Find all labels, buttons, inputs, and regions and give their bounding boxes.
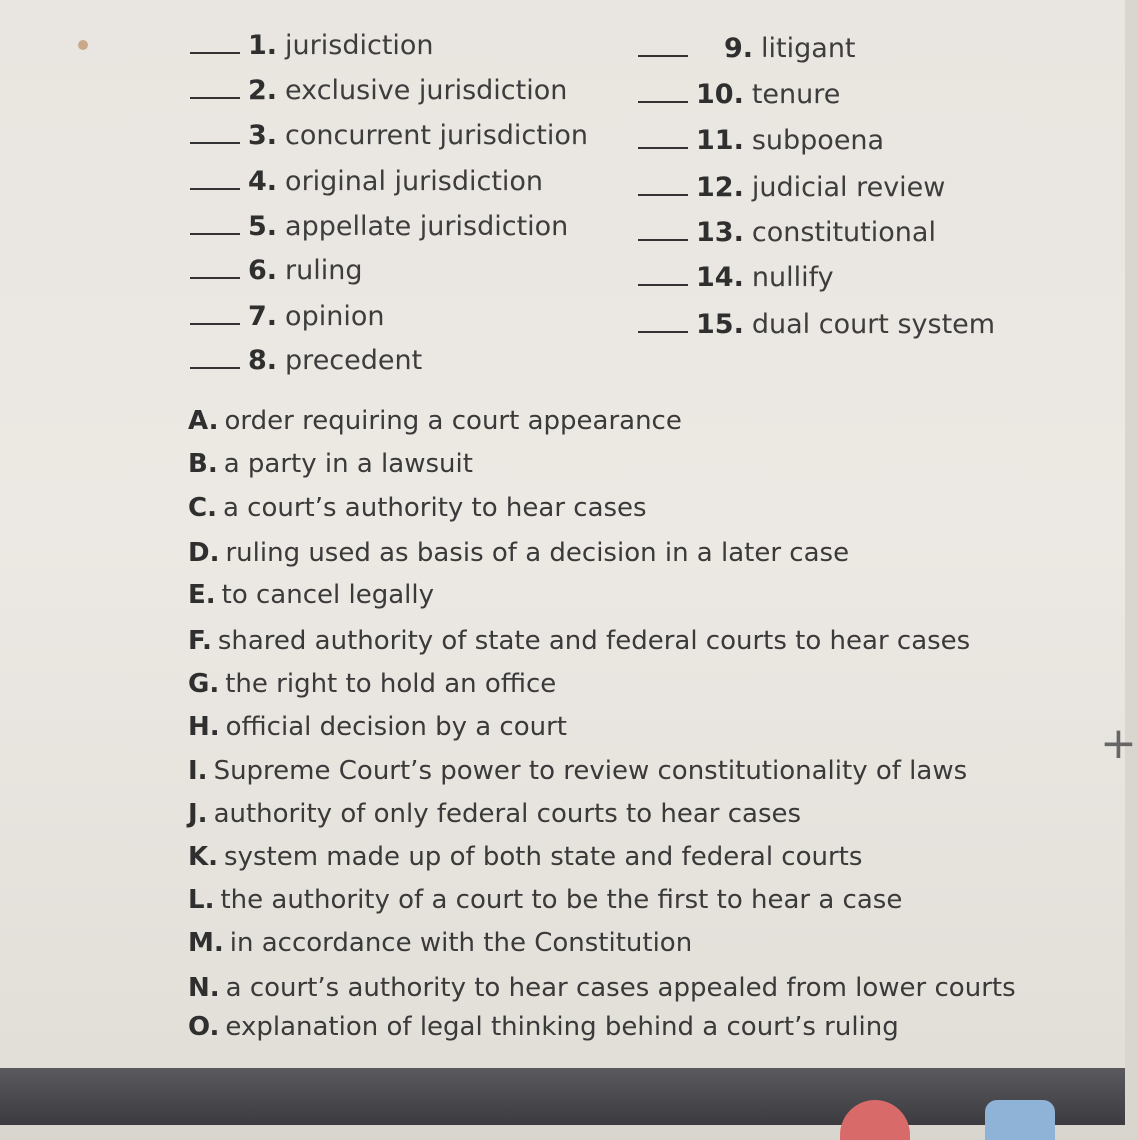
definition-h <box>188 712 567 742</box>
term-label: precedent <box>285 345 423 376</box>
definition-n <box>188 973 1016 1003</box>
answer-blank[interactable] <box>190 32 240 54</box>
definition-text: explanation of legal thinking behind a court’s ruling <box>225 1012 899 1042</box>
term-number: 13. <box>696 217 744 248</box>
term-number: 4. <box>248 166 278 197</box>
definition-f <box>188 626 970 656</box>
definition-letter: C. <box>188 493 217 523</box>
term-item-15 <box>638 309 995 340</box>
taskbar-blue-icon[interactable] <box>985 1100 1055 1140</box>
definition-k <box>188 842 862 872</box>
term-item-5 <box>190 211 568 242</box>
term-number: 14. <box>696 262 744 293</box>
definition-letter: D. <box>188 538 220 568</box>
definition-letter: M. <box>188 928 224 958</box>
term-number: 1. <box>248 30 278 61</box>
definition-text: Supreme Court’s power to review constitutionality of laws <box>213 756 968 786</box>
definition-i <box>188 756 967 786</box>
answer-blank[interactable] <box>190 77 240 99</box>
term-item-11 <box>638 125 884 156</box>
answer-blank[interactable] <box>638 264 688 286</box>
term-item-1 <box>190 30 434 61</box>
term-number: 12. <box>696 172 744 203</box>
monitor-bezel <box>0 1068 1125 1125</box>
term-item-4 <box>190 166 543 197</box>
term-label: exclusive jurisdiction <box>285 75 568 106</box>
term-number: 8. <box>248 345 278 376</box>
term-item-7 <box>190 301 384 332</box>
definition-text: a court’s authority to hear cases <box>222 493 647 523</box>
term-item-6 <box>190 255 363 286</box>
definition-m <box>188 928 692 958</box>
term-label: original jurisdiction <box>285 166 544 197</box>
definition-o <box>188 1012 899 1042</box>
answer-blank[interactable] <box>638 81 688 103</box>
term-item-2 <box>190 75 567 106</box>
definition-b <box>188 449 473 479</box>
term-label: litigant <box>761 33 856 64</box>
term-item-12 <box>638 172 945 203</box>
definition-letter: J. <box>188 799 208 829</box>
term-number: 3. <box>248 120 278 151</box>
definition-letter: O. <box>188 1012 220 1042</box>
term-item-10 <box>638 79 840 110</box>
term-label: dual court system <box>751 309 996 340</box>
term-label: concurrent jurisdiction <box>285 120 588 151</box>
term-label: ruling <box>285 255 363 286</box>
term-item-14 <box>638 262 834 293</box>
definition-letter: E. <box>188 580 216 610</box>
definition-letter: I. <box>188 756 208 786</box>
answer-blank[interactable] <box>190 122 240 144</box>
term-label: appellate jurisdiction <box>285 211 569 242</box>
answer-blank[interactable] <box>638 127 688 149</box>
definition-c <box>188 493 647 523</box>
answer-blank[interactable] <box>190 303 240 325</box>
definition-text: system made up of both state and federal courts <box>224 842 863 872</box>
definition-text: authority of only federal courts to hear cases <box>213 799 802 829</box>
term-item-8 <box>190 345 422 376</box>
definition-text: in accordance with the Constitution <box>229 928 693 958</box>
term-item-9 <box>638 33 856 64</box>
corner-dot-icon <box>78 40 88 50</box>
term-label: tenure <box>751 79 841 110</box>
definition-l <box>188 885 902 915</box>
definition-letter: H. <box>188 712 220 742</box>
definition-e <box>188 580 434 610</box>
definition-a <box>188 406 682 436</box>
definition-letter: N. <box>188 973 220 1003</box>
term-number: 5. <box>248 211 278 242</box>
definition-text: order requiring a court appearance <box>224 406 682 436</box>
term-label: jurisdiction <box>285 30 434 61</box>
term-label: subpoena <box>751 125 885 156</box>
term-label: opinion <box>285 301 385 332</box>
definition-text: the authority of a court to be the first to hear a case <box>220 885 903 915</box>
term-label: judicial review <box>751 172 946 203</box>
term-item-13 <box>638 217 936 248</box>
definition-g <box>188 669 556 699</box>
answer-blank[interactable] <box>190 257 240 279</box>
definition-text: the right to hold an office <box>225 669 557 699</box>
answer-blank[interactable] <box>638 35 688 57</box>
term-number: 10. <box>696 79 744 110</box>
term-label: constitutional <box>751 217 936 248</box>
term-number: 15. <box>696 309 744 340</box>
definition-j <box>188 799 801 829</box>
answer-blank[interactable] <box>638 311 688 333</box>
definition-d <box>188 538 849 568</box>
term-number: 2. <box>248 75 278 106</box>
term-number: 9. <box>724 33 754 64</box>
definition-text: shared authority of state and federal courts to hear cases <box>217 626 971 656</box>
definition-letter: L. <box>188 885 215 915</box>
plus-cursor-icon: + <box>1100 718 1137 769</box>
term-item-3 <box>190 120 588 151</box>
definition-text: a court’s authority to hear cases appealed from lower courts <box>225 973 1016 1003</box>
term-number: 11. <box>696 125 744 156</box>
term-number: 7. <box>248 301 278 332</box>
definition-letter: K. <box>188 842 219 872</box>
term-number: 6. <box>248 255 278 286</box>
answer-blank[interactable] <box>190 213 240 235</box>
definition-text: a party in a lawsuit <box>223 449 473 479</box>
answer-blank[interactable] <box>190 168 240 190</box>
definition-text: to cancel legally <box>221 580 434 610</box>
definition-text: ruling used as basis of a decision in a later case <box>225 538 850 568</box>
definition-text: official decision by a court <box>225 712 567 742</box>
definition-letter: G. <box>188 669 220 699</box>
answer-blank[interactable] <box>638 174 688 196</box>
definition-letter: F. <box>188 626 212 656</box>
answer-blank[interactable] <box>190 347 240 369</box>
answer-blank[interactable] <box>638 219 688 241</box>
term-label: nullify <box>751 262 834 293</box>
definition-letter: B. <box>188 449 218 479</box>
definition-letter: A. <box>188 406 219 436</box>
